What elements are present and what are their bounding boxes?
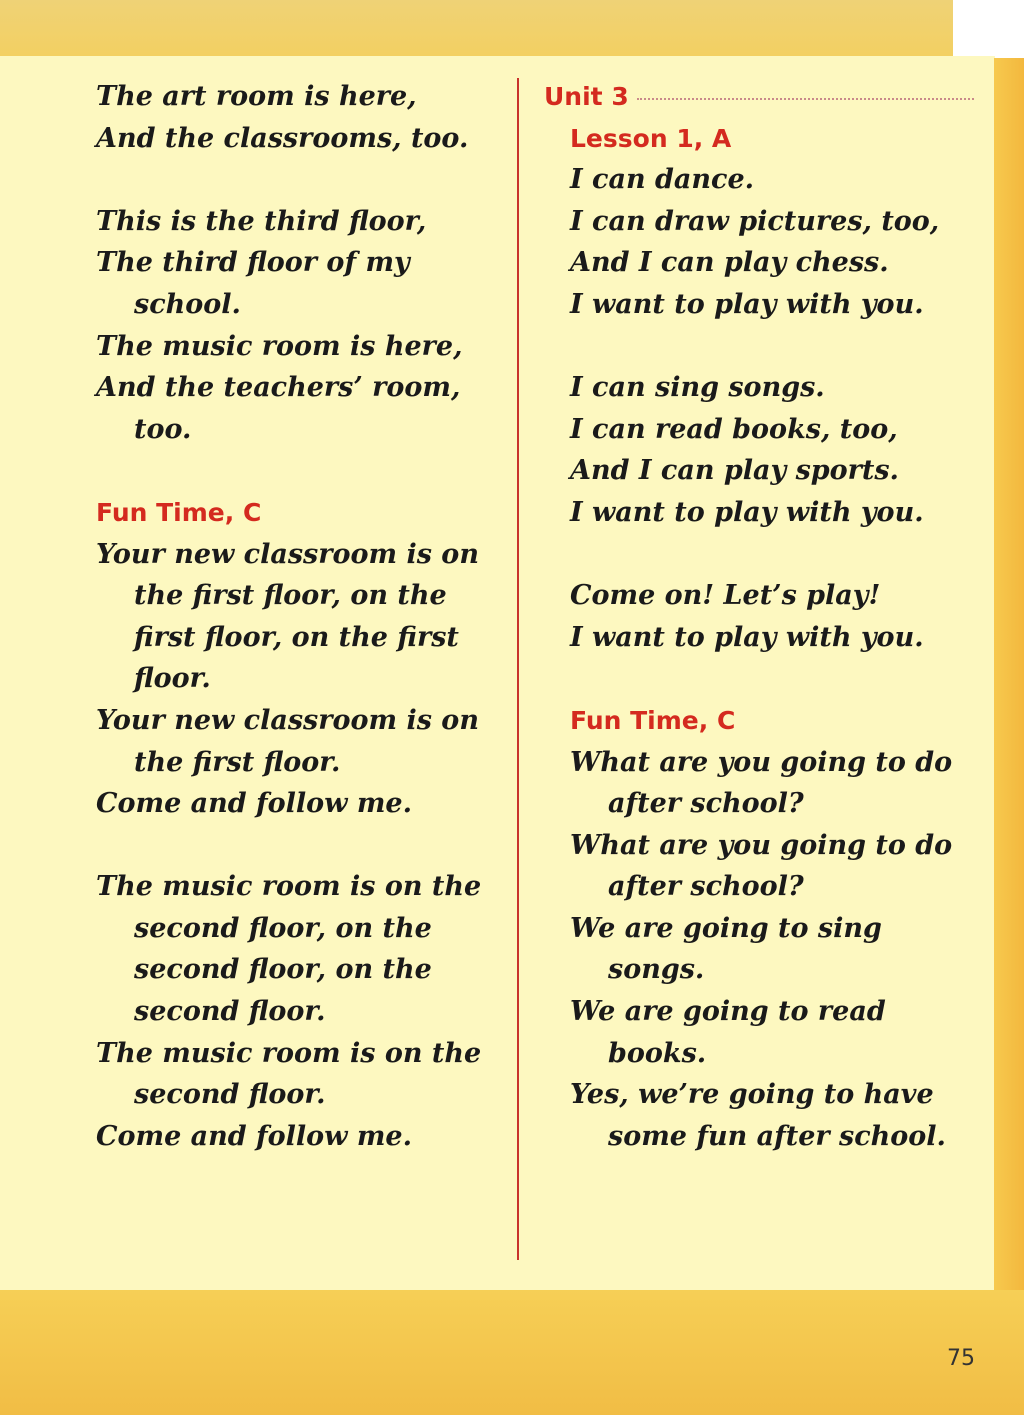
verse-line: And I can play sports. <box>570 455 899 487</box>
unit-title-row <box>544 76 974 118</box>
verse-line: And I can play chess. <box>570 247 889 279</box>
verse-line: first floor, on the first <box>134 621 459 653</box>
lesson-verse-lines <box>544 159 974 700</box>
verse-line: I want to play with you. <box>570 621 924 653</box>
stanza-break <box>570 534 974 576</box>
page-edge-right <box>994 58 1024 1298</box>
verse-line: The third floor of my <box>96 247 410 279</box>
verse-line: The art room is here, <box>96 81 417 112</box>
verse-line: I can sing songs. <box>570 372 825 404</box>
stanza-break <box>570 658 974 700</box>
verse-line: the first floor. <box>134 746 341 778</box>
verse-line: Yes, we’re going to have <box>570 1079 934 1111</box>
right-fun-time-heading: Fun Time, C <box>570 705 736 735</box>
verse-line: This is the third floor, <box>96 205 427 237</box>
verse-line: Come and follow me. <box>96 788 412 820</box>
stanza-break <box>570 326 974 368</box>
verse-line: What are you going to do <box>570 829 953 861</box>
verse-line: floor. <box>134 663 211 695</box>
verse-line: We are going to sing <box>570 912 882 944</box>
verse-line: And the classrooms, too. <box>96 122 469 154</box>
right-fun-time-lines <box>544 742 974 1158</box>
bottom-border <box>0 1290 1024 1415</box>
lesson-heading: Lesson 1, A <box>570 123 732 153</box>
verse-line: And the teachers’ room, <box>96 372 461 404</box>
left-verse-lines <box>96 76 508 492</box>
verse-line: Your new classroom is on <box>96 538 479 570</box>
verse-line: books. <box>608 1037 707 1069</box>
page-number: 75 <box>947 1346 975 1371</box>
verse-line: too. <box>134 413 192 445</box>
stanza-break <box>96 450 508 492</box>
verse-line: songs. <box>608 954 705 986</box>
verse-line: We are going to read <box>570 996 886 1028</box>
verse-line: second floor, on the <box>134 954 432 986</box>
verse-line: Your new classroom is on <box>96 704 479 736</box>
verse-line: I can dance. <box>570 164 755 196</box>
verse-line: after school? <box>608 871 804 903</box>
column-divider <box>517 78 519 1260</box>
verse-line: The music room is here, <box>96 330 463 362</box>
left-fun-time-heading: Fun Time, C <box>96 497 262 527</box>
verse-line: the first floor, on the <box>134 580 447 612</box>
verse-line: second floor. <box>134 1079 326 1111</box>
top-border <box>0 0 1024 56</box>
unit-dotted-rule <box>637 98 974 100</box>
verse-line: second floor. <box>134 996 326 1028</box>
stanza-break <box>96 159 508 201</box>
verse-line: I want to play with you. <box>570 496 924 528</box>
verse-line: Come on! Let’s play! <box>570 580 881 612</box>
verse-line: some fun after school. <box>608 1120 946 1152</box>
verse-line: What are you going to do <box>570 746 953 778</box>
verse-line: I want to play with you. <box>570 288 924 320</box>
verse-line: I can draw pictures, too, <box>570 205 940 237</box>
right-column <box>544 76 974 1157</box>
left-fun-time-lines <box>96 534 508 1158</box>
verse-line: The music room is on the <box>96 871 482 903</box>
verse-line: I can read books, too, <box>570 413 898 445</box>
unit-title: Unit 3 <box>544 82 629 111</box>
verse-line: school. <box>134 288 241 320</box>
verse-line: The music room is on the <box>96 1037 482 1069</box>
verse-line: after school? <box>608 788 804 820</box>
left-column <box>96 76 508 1157</box>
verse-line: second floor, on the <box>134 912 432 944</box>
scan-corner <box>953 0 1024 58</box>
verse-line: Come and follow me. <box>96 1120 412 1152</box>
stanza-break <box>96 825 508 867</box>
